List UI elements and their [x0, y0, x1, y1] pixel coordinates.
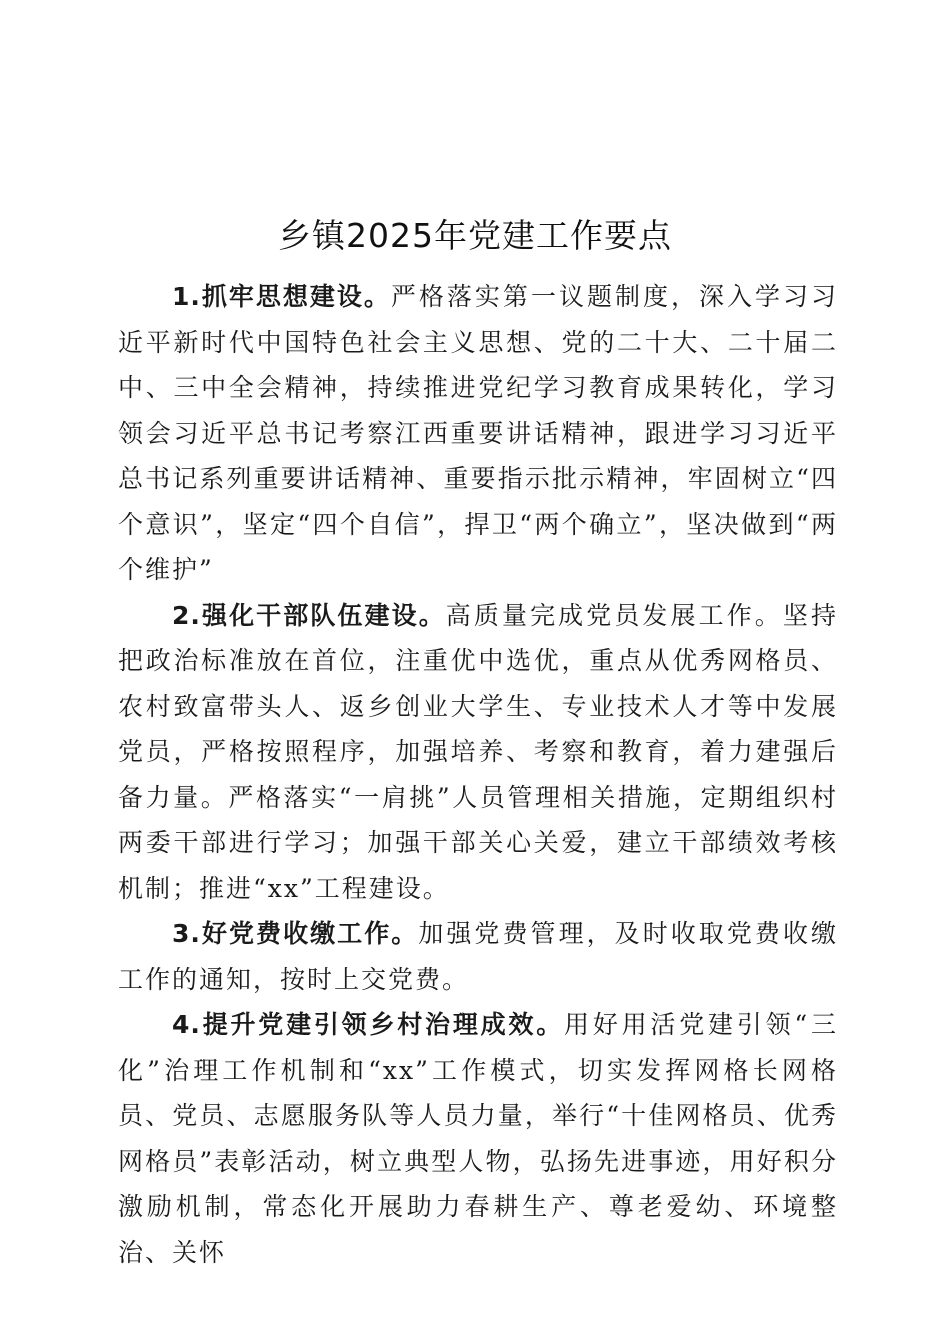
paragraph-1-text: 严格落实第一议题制度，深入学习习近平新时代中国特色社会主义思想、党的二十大、二十届二中、三中全会精神，持续推进党纪学习教育成果转化，学习领会习近平总书记考察江西重要讲话精神，跟进学习习近平总书记系列重要讲话精神、重要指示批示精神，牢固树立“四个意识”，坚定“四个自信”，捍卫“两个确立”，坚决做到“两个维护” — [118, 282, 838, 584]
document-body — [118, 274, 838, 1275]
paragraph-3-heading: 3.好党费收缴工作。 — [172, 919, 419, 948]
paragraph-2-heading: 2.强化干部队伍建设。 — [172, 600, 446, 630]
paragraph-1 — [118, 274, 838, 593]
paragraph-4-text: 用好用活党建引领“三化”治理工作机制和“xx”工作模式，切实发挥网格长网格员、党员、志愿服务队等人员力量，举行“十佳网格员、优秀网格员”表彰活动，树立典型人物，弘扬先进事迹，用好积分激励机制，常态化开展助力春耕生产、尊老爱幼、环境整治、关怀 — [118, 1010, 838, 1267]
paragraph-4 — [118, 1002, 838, 1275]
paragraph-2 — [118, 593, 838, 912]
paragraph-3-text: 加强党费管理，及时收取党费收缴工作的通知，按时上交党费。 — [118, 919, 838, 994]
document-title: 乡镇2025年党建工作要点 — [278, 216, 672, 255]
paragraph-2-text: 高质量完成党员发展工作。坚持把政治标准放在首位，注重优中选优，重点从优秀网格员、农村致富带头人、返乡创业大学生、专业技术人才等中发展党员，严格按照程序，加强培养、考察和教育，着力建强后备力量。严格落实“一肩挑”人员管理相关措施，定期组织村两委干部进行学习；加强干部关心关爱，建立干部绩效考核机制；推进“xx”工程建设。 — [118, 600, 838, 903]
paragraph-1-heading: 1.抓牢思想建设。 — [172, 282, 391, 311]
paragraph-3 — [118, 911, 838, 1002]
paragraph-4-heading: 4.提升党建引领乡村治理成效。 — [172, 1010, 565, 1039]
